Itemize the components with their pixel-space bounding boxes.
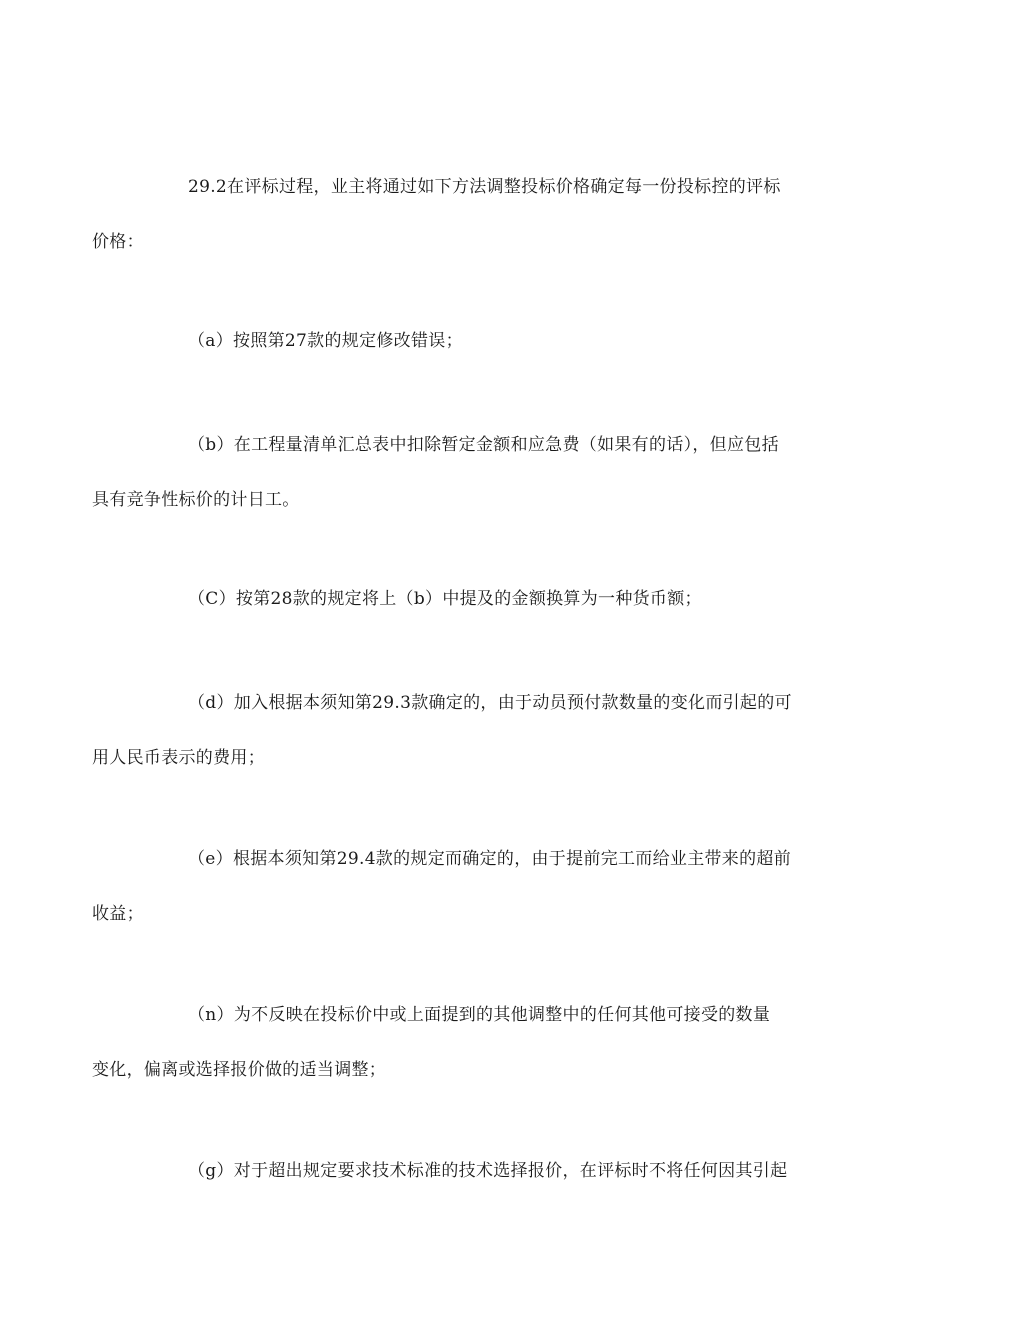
paragraph-line: 变化，偏离或选择报价做的适当调整；	[92, 1060, 387, 1080]
paragraph-item-d	[92, 676, 875, 786]
paragraph-line: 收益；	[92, 904, 144, 924]
paragraph-line: （e）根据本须知第29.4款的规定而确定的，由于提前完工而给业主带来的超前	[188, 849, 792, 869]
paragraph-line: （n）为不反映在投标价中或上面提到的其他调整中的任何其他可接受的数量	[188, 1005, 771, 1025]
paragraph-line: 具有竞争性标价的计日工。	[92, 490, 300, 510]
paragraph-line: （g）对于超出规定要求技术标准的技术选择报价，在评标时不将任何因其引起	[188, 1161, 788, 1181]
paragraph-item-a	[140, 314, 875, 369]
paragraph-29-2	[92, 160, 875, 270]
paragraph-line: （C）按第28款的规定将上（b）中提及的金额换算为一种货币额；	[188, 589, 702, 609]
paragraph-item-n	[92, 988, 875, 1098]
paragraph-line: （d）加入根据本须知第29.3款确定的，由于动员预付款数量的变化而引起的可	[188, 693, 792, 713]
paragraph-line: 价格：	[92, 232, 144, 252]
paragraph-item-e	[92, 832, 875, 942]
paragraph-line: 29.2在评标过程，业主将通过如下方法调整投标价格确定每一份投标控的评标	[188, 177, 781, 197]
paragraph-line: （a）按照第27款的规定修改错误；	[188, 331, 463, 351]
paragraph-item-b	[92, 418, 875, 528]
paragraph-line: （b）在工程量清单汇总表中扣除暂定金额和应急费（如果有的话），但应包括	[188, 435, 779, 455]
paragraph-item-g	[140, 1144, 875, 1199]
paragraph-item-c	[140, 572, 875, 627]
paragraph-line: 用人民币表示的费用；	[92, 748, 265, 768]
